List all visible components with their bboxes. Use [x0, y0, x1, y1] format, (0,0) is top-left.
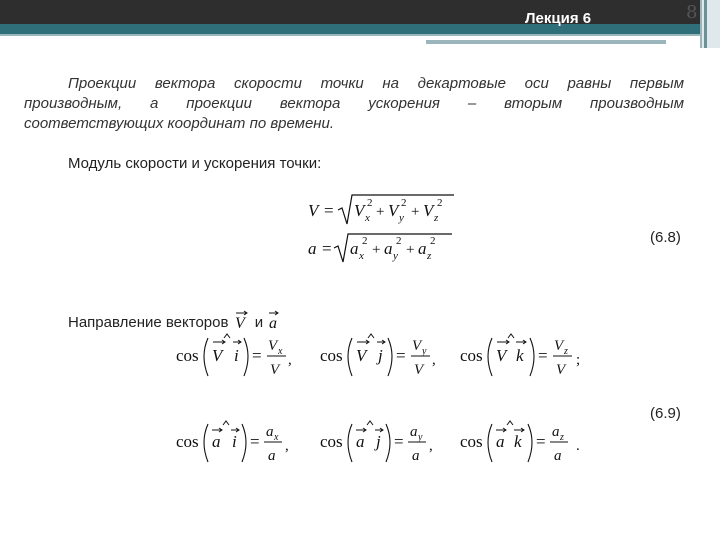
svg-text:k: k: [516, 346, 524, 365]
equation-number-6-9: (6.9): [650, 405, 681, 422]
svg-text:k: k: [514, 432, 522, 451]
svg-text:+: +: [411, 204, 420, 220]
svg-text:y: y: [399, 212, 404, 224]
page-number: 8: [686, 2, 698, 23]
intro-line-3: соответствующих координат по времени.: [24, 115, 335, 132]
svg-text:2: 2: [401, 197, 407, 209]
svg-text:V: V: [414, 362, 424, 378]
svg-text:y: y: [393, 250, 398, 262]
svg-text:a: a: [269, 315, 278, 331]
cos-a-k: [460, 421, 580, 464]
intro-paragraph: [24, 74, 684, 134]
svg-text:x: x: [278, 346, 283, 357]
svg-text:a: a: [496, 432, 505, 451]
speed-accel-heading: Модуль скорости и ускорения точки:: [68, 155, 322, 172]
svg-text:V: V: [388, 201, 399, 220]
svg-text:z: z: [434, 212, 439, 224]
svg-text:2: 2: [367, 197, 373, 209]
svg-text:V: V: [412, 338, 422, 354]
svg-text:=: =: [536, 432, 546, 451]
svg-text:y: y: [422, 346, 427, 357]
svg-text:,: ,: [288, 352, 292, 368]
lecture-title: Лекция 6: [525, 10, 592, 27]
svg-text:;: ;: [576, 352, 581, 368]
svg-text:V: V: [270, 362, 280, 378]
svg-text:V: V: [268, 338, 278, 354]
svg-text:a: a: [266, 424, 274, 440]
svg-text:.: .: [576, 438, 580, 454]
svg-text:=: =: [324, 201, 334, 220]
direction-heading-prefix: Направление векторов: [68, 314, 229, 331]
svg-text:a: a: [410, 424, 418, 440]
svg-text:y: y: [418, 432, 423, 443]
svg-text:=: =: [322, 239, 332, 258]
svg-text:z: z: [564, 346, 568, 357]
svg-text:V: V: [354, 201, 365, 220]
svg-text:a: a: [418, 239, 427, 258]
svg-text:a: a: [412, 448, 420, 464]
svg-text:V: V: [554, 338, 564, 354]
svg-text:x: x: [359, 250, 364, 262]
svg-text:,: ,: [285, 438, 289, 454]
equation-number-6-8: (6.8): [650, 229, 681, 246]
svg-text:i: i: [234, 346, 239, 365]
svg-text:z: z: [427, 250, 432, 262]
title-underline: [426, 40, 666, 44]
svg-text:cos: cos: [460, 346, 483, 365]
svg-text:V: V: [356, 346, 367, 365]
svg-text:=: =: [252, 346, 262, 365]
svg-text:j: j: [378, 346, 383, 365]
svg-text:,: ,: [432, 352, 436, 368]
cos-v-k: [460, 334, 580, 378]
svg-text:V: V: [212, 346, 223, 365]
svg-text:V: V: [556, 362, 566, 378]
svg-text:x: x: [365, 212, 370, 224]
svg-text:z: z: [560, 432, 564, 443]
svg-text:2: 2: [362, 235, 368, 247]
svg-text:x: x: [274, 432, 279, 443]
svg-text:a: a: [212, 432, 221, 451]
svg-text:=: =: [396, 346, 406, 365]
formula-speed-accel-magnitude: [300, 192, 470, 264]
svg-text:cos: cos: [460, 432, 483, 451]
svg-text:a: a: [384, 239, 393, 258]
formula-velocity-direction-cosines: [172, 328, 592, 384]
header-band: [0, 0, 700, 24]
svg-text:a: a: [350, 239, 359, 258]
intro-line-2: производным, а проекции вектора ускорения – вторым производным: [24, 95, 684, 112]
svg-text:cos: cos: [176, 346, 199, 365]
intro-line-1: Проекции вектора скорости точки на декартовые оси равны первым: [68, 75, 684, 92]
svg-text:j: j: [376, 432, 381, 451]
svg-text:=: =: [394, 432, 404, 451]
svg-text:=: =: [538, 346, 548, 365]
formula-acceleration-direction-cosines: [172, 414, 592, 470]
svg-text:a: a: [268, 448, 276, 464]
cos-v-j: [320, 334, 436, 378]
svg-text:V: V: [423, 201, 434, 220]
cos-a-i: [176, 421, 289, 464]
svg-text:2: 2: [430, 235, 436, 247]
svg-text:=: =: [250, 432, 260, 451]
svg-text:cos: cos: [320, 432, 343, 451]
svg-text:+: +: [376, 204, 385, 220]
header-divider: [0, 34, 700, 36]
header-right-block: [700, 0, 720, 48]
svg-text:a: a: [554, 448, 562, 464]
svg-text:2: 2: [437, 197, 443, 209]
svg-text:a: a: [356, 432, 365, 451]
svg-text:V: V: [234, 315, 245, 331]
svg-text:+: +: [372, 242, 381, 258]
svg-text:i: i: [232, 432, 237, 451]
svg-text:V: V: [308, 201, 319, 220]
svg-text:V: V: [496, 346, 507, 365]
svg-text:cos: cos: [320, 346, 343, 365]
header-accent-band: [0, 24, 700, 34]
header-right-stripe: [704, 0, 707, 48]
cos-a-j: [320, 421, 433, 464]
direction-heading-and: и: [254, 314, 264, 331]
svg-text:2: 2: [396, 235, 402, 247]
svg-text:,: ,: [429, 438, 433, 454]
svg-text:a: a: [552, 424, 560, 440]
cos-v-i: [176, 334, 292, 378]
svg-text:cos: cos: [176, 432, 199, 451]
svg-text:+: +: [406, 242, 415, 258]
svg-text:a: a: [308, 239, 317, 258]
